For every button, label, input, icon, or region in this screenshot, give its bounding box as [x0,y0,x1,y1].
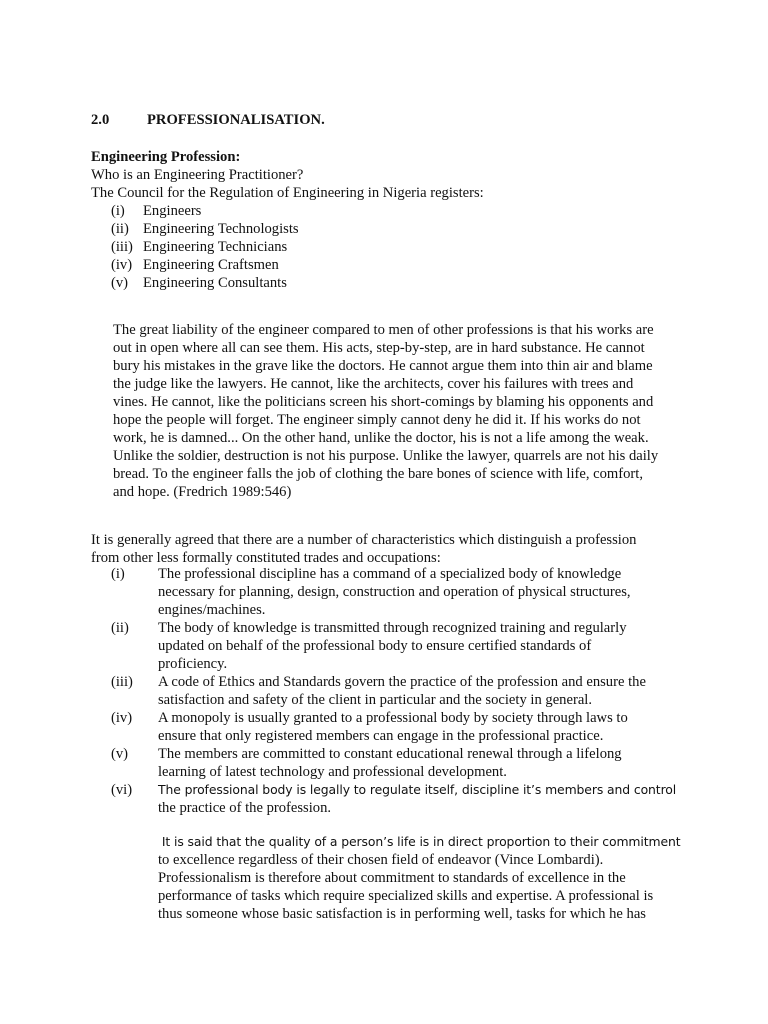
list-marker: (iv) [111,710,133,726]
list-label: Engineering Technologists [143,221,299,237]
list-item [111,220,299,238]
item-line: updated on behalf of the professional body to ensure certified standards of [158,638,592,654]
engineering-question: Who is an Engineering Practitioner? [91,167,304,183]
item-line: The professional body is legally to regulate itself, discipline it’s members and control [158,782,677,797]
list-item [111,256,299,274]
closing-line: to excellence regardless of their chosen field of endeavor (Vince Lombardi). [158,852,604,868]
list-marker: (i) [111,203,125,219]
list-marker: (iii) [111,239,133,255]
list-marker: (i) [111,566,125,582]
section-title: PROFESSIONALISATION. [147,112,325,128]
list-item [111,745,691,781]
list-item [111,238,299,256]
item-line: A code of Ethics and Standards govern the practice of the profession and ensure the [158,674,646,690]
quote-line: vines. He cannot, like the politicians screen his short-comings by blaming his opponents and [113,394,654,410]
list-item [111,202,299,220]
closing-line: Professionalism is therefore about commitment to standards of excellence in the [158,870,626,886]
list-marker: (vi) [111,782,133,798]
closing-paragraph [158,833,681,923]
quote-line: work, he is damned... On the other hand, unlike the doctor, his is not a life among the weak. [113,430,649,446]
list-item [111,619,691,673]
intro-line: from other less formally constituted trades and occupations: [91,550,441,566]
closing-line: thus someone whose basic satisfaction is in performing well, tasks for which he has [158,906,646,922]
item-line: satisfaction and safety of the client in particular and the society in general. [158,692,593,708]
item-line: necessary for planning, design, construction and operation of physical structures, [158,584,631,600]
quote-line: out in open where all can see them. His acts, step-by-step, are in hard substance. He cannot [113,340,645,356]
list-marker: (iii) [111,674,133,690]
list-item [111,274,299,292]
quote-line: the judge like the lawyers. He cannot, like the architects, cover his failures with trees and [113,376,634,392]
characteristics-intro [91,531,636,567]
list-marker: (ii) [111,620,129,636]
list-marker: (v) [111,746,129,762]
list-label: Engineering Craftsmen [143,257,279,273]
list-marker: (ii) [111,221,129,237]
list-label: Engineering Technicians [143,239,288,255]
quote-line: bury his mistakes in the grave like the doctors. He cannot argue them into thin air and blame [113,358,653,374]
engineering-profession-block [91,148,484,202]
quote-line: bread. To the engineer falls the job of clothing the bare bones of science with life, comfort, [113,466,643,482]
list-item [111,565,691,619]
list-marker: (v) [111,275,129,291]
list-item [111,673,691,709]
quote-line: Unlike the soldier, destruction is not his purpose. Unlike the lawyer, quarrels are not his daily [113,448,659,464]
section-heading [91,111,325,129]
characteristics-list [111,565,691,817]
fredrich-quote [113,321,658,501]
item-line: engines/machines. [158,602,266,618]
item-line: proficiency. [158,656,228,672]
item-line: The professional discipline has a command of a specialized body of knowledge [158,566,622,582]
list-item [111,781,691,817]
item-line: the practice of the profession. [158,800,332,816]
engineering-heading: Engineering Profession: [91,149,241,165]
list-label: Engineering Consultants [143,275,287,291]
list-label: Engineers [143,203,202,219]
section-number: 2.0 [91,112,110,128]
item-line: A monopoly is usually granted to a professional body by society through laws to [158,710,628,726]
quote-line: The great liability of the engineer compared to men of other professions is that his works are [113,322,654,338]
quote-line: and hope. (Fredrich 1989:546) [113,484,292,500]
item-line: learning of latest technology and professional development. [158,764,507,780]
quote-line: hope the people will forget. The engineer simply cannot deny he did it. If his works do not [113,412,641,428]
closing-line: It is said that the quality of a person’s life is in direct proportion to their commitment [158,834,681,849]
council-intro: The Council for the Regulation of Engineering in Nigeria registers: [91,185,484,201]
list-item [111,709,691,745]
item-line: The body of knowledge is transmitted through recognized training and regularly [158,620,627,636]
registers-list [111,202,299,292]
item-line: ensure that only registered members can engage in the professional practice. [158,728,604,744]
item-line: The members are committed to constant educational renewal through a lifelong [158,746,622,762]
intro-line: It is generally agreed that there are a number of characteristics which distinguish a profession [91,532,637,548]
closing-line: performance of tasks which require specialized skills and expertise. A professional is [158,888,654,904]
list-marker: (iv) [111,257,133,273]
